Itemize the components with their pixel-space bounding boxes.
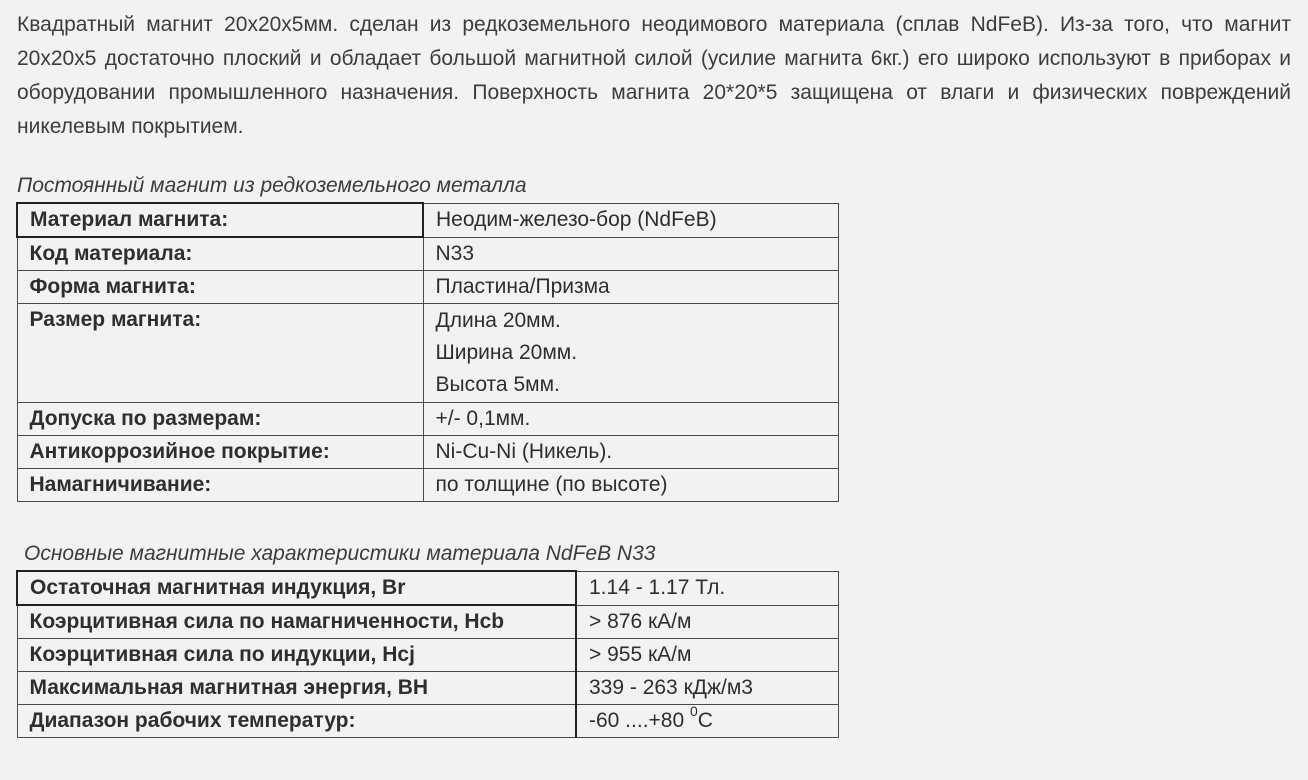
degree-mark: 0 — [689, 703, 698, 719]
row-label: Остаточная магнитная индукция, Br — [17, 571, 576, 605]
row-label: Коэрцитивная сила по индукции, Hcj — [17, 639, 576, 672]
row-label: Максимальная магнитная энергия, BH — [17, 672, 576, 705]
table-row — [17, 203, 839, 237]
magnetic-characteristics-table — [16, 570, 839, 738]
row-value: > 955 кА/м — [576, 639, 839, 672]
table-row — [17, 237, 839, 271]
row-label: Диапазон рабочих температур: — [17, 705, 576, 738]
row-label: Форма магнита: — [17, 271, 423, 304]
size-width: Ширина 20мм. — [435, 341, 578, 364]
row-label: Намагничивание: — [17, 469, 423, 502]
row-label: Размер магнита: — [17, 304, 423, 403]
size-height: Высота 5мм. — [435, 373, 560, 396]
table-caption-magnet: Постоянный магнит из редкоземельного металла — [17, 174, 527, 197]
table-caption-characteristics: Основные магнитные характеристики материала NdFeB N33 — [24, 542, 656, 565]
table-row — [17, 571, 839, 605]
table-row — [17, 672, 839, 705]
magnet-spec-table — [16, 202, 839, 502]
row-value: +/- 0,1мм. — [423, 403, 839, 436]
row-value: > 876 кА/м — [576, 605, 839, 639]
row-value-size — [423, 304, 839, 403]
row-label: Код материала: — [17, 237, 423, 271]
temp-unit: C — [697, 709, 713, 732]
row-value: 1.14 - 1.17 Тл. — [576, 571, 839, 605]
table-row — [17, 469, 839, 502]
temp-range: -60 ....+80 — [589, 709, 690, 732]
row-value: 339 - 263 кДж/м3 — [576, 672, 839, 705]
row-value: N33 — [423, 237, 839, 271]
row-value: Ni-Cu-Ni (Никель). — [423, 436, 839, 469]
table-row — [17, 271, 839, 304]
row-label: Допуска по размерам: — [17, 403, 423, 436]
table-row — [17, 403, 839, 436]
row-label: Антикоррозийное покрытие: — [17, 436, 423, 469]
table-row — [17, 304, 839, 403]
row-label: Коэрцитивная сила по намагниченности, Hcb — [17, 605, 576, 639]
table-row — [17, 605, 839, 639]
table-row — [17, 436, 839, 469]
row-value: Пластина/Призма — [423, 271, 839, 304]
row-value: по толщине (по высоте) — [423, 469, 839, 502]
row-label: Материал магнита: — [17, 203, 423, 237]
row-value: Неодим-железо-бор (NdFeB) — [423, 203, 839, 237]
table-row — [17, 705, 839, 738]
row-value-temperature — [576, 705, 839, 738]
table-row — [17, 639, 839, 672]
intro-paragraph: Квадратный магнит 20х20х5мм. сделан из редкоземельного неодимового материала (сплав NdFeB). Из-за того, что магнит 20х20х5 достаточно плоский и обладает большой магнитной силой (усилие магнита 6кг.) его широко используют в приборах и оборудовании промышленного назначения. Поверхность магнита 20*20*5 защищена от влаги и физических повреждений никелевым покрытием. — [17, 13, 1291, 138]
size-length: Длина 20мм. — [435, 309, 561, 332]
